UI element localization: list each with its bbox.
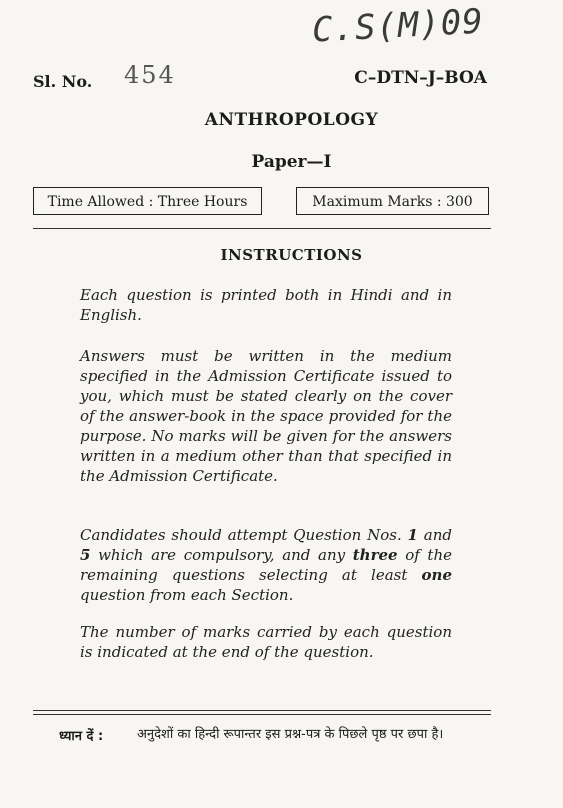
p3-bold-4: one <box>421 566 452 584</box>
max-marks-box <box>296 187 489 215</box>
footer-divider-top <box>33 710 491 711</box>
instruction-paragraph-1: Each question is printed both in Hindi and in English. <box>80 286 452 324</box>
max-marks-text: Maximum Marks : 300 <box>312 194 473 210</box>
instruction-paragraph-4: The number of marks carried by each question is indicated at the end of the question. <box>80 623 452 661</box>
p3-text-1: Candidates should attempt Question Nos. <box>80 526 408 544</box>
paper-code: C–DTN–J–BOA <box>354 68 487 88</box>
instruction-paragraph-2: Answers must be written in the medium specified in the Admission Certificate issued to you, which must be stated clearly on the cover of the answer-book in the space provided for the purpose. No marks will be given for the answers written in a medium other than that specified in the Admission Certificate. <box>80 347 452 485</box>
serial-number: 454 <box>124 61 176 89</box>
hindi-note-text: अनुदेशों का हिन्दी रूपान्तर इस प्रश्न-पत्र के पिछले पृष्ठ पर छपा है। <box>137 727 444 742</box>
hindi-note-label: ध्यान दें : <box>59 729 104 744</box>
p3-bold-3: three <box>352 546 398 564</box>
p3-text-3: which are compulsory, and any <box>90 546 353 564</box>
p3-text-2: and <box>417 526 452 544</box>
instruction-paragraph-3 <box>80 525 452 605</box>
subject-title: ANTHROPOLOGY <box>204 110 379 130</box>
time-allowed-box <box>33 187 262 215</box>
time-allowed-text: Time Allowed : Three Hours <box>47 194 248 210</box>
serial-label: Sl. No. <box>33 72 93 91</box>
handwritten-code: C.S(M)09 <box>311 1 485 51</box>
instructions-heading: INSTRUCTIONS <box>220 246 363 264</box>
header-divider <box>33 228 491 229</box>
p3-bold-1: 1 <box>407 526 418 544</box>
p3-bold-2: 5 <box>80 546 91 564</box>
p3-text-4: of the remaining questions selecting at least <box>80 546 452 584</box>
footer-divider-bottom <box>33 714 491 715</box>
p3-text-5: question from each Section. <box>80 586 294 604</box>
paper-title: Paper—I <box>251 152 332 172</box>
